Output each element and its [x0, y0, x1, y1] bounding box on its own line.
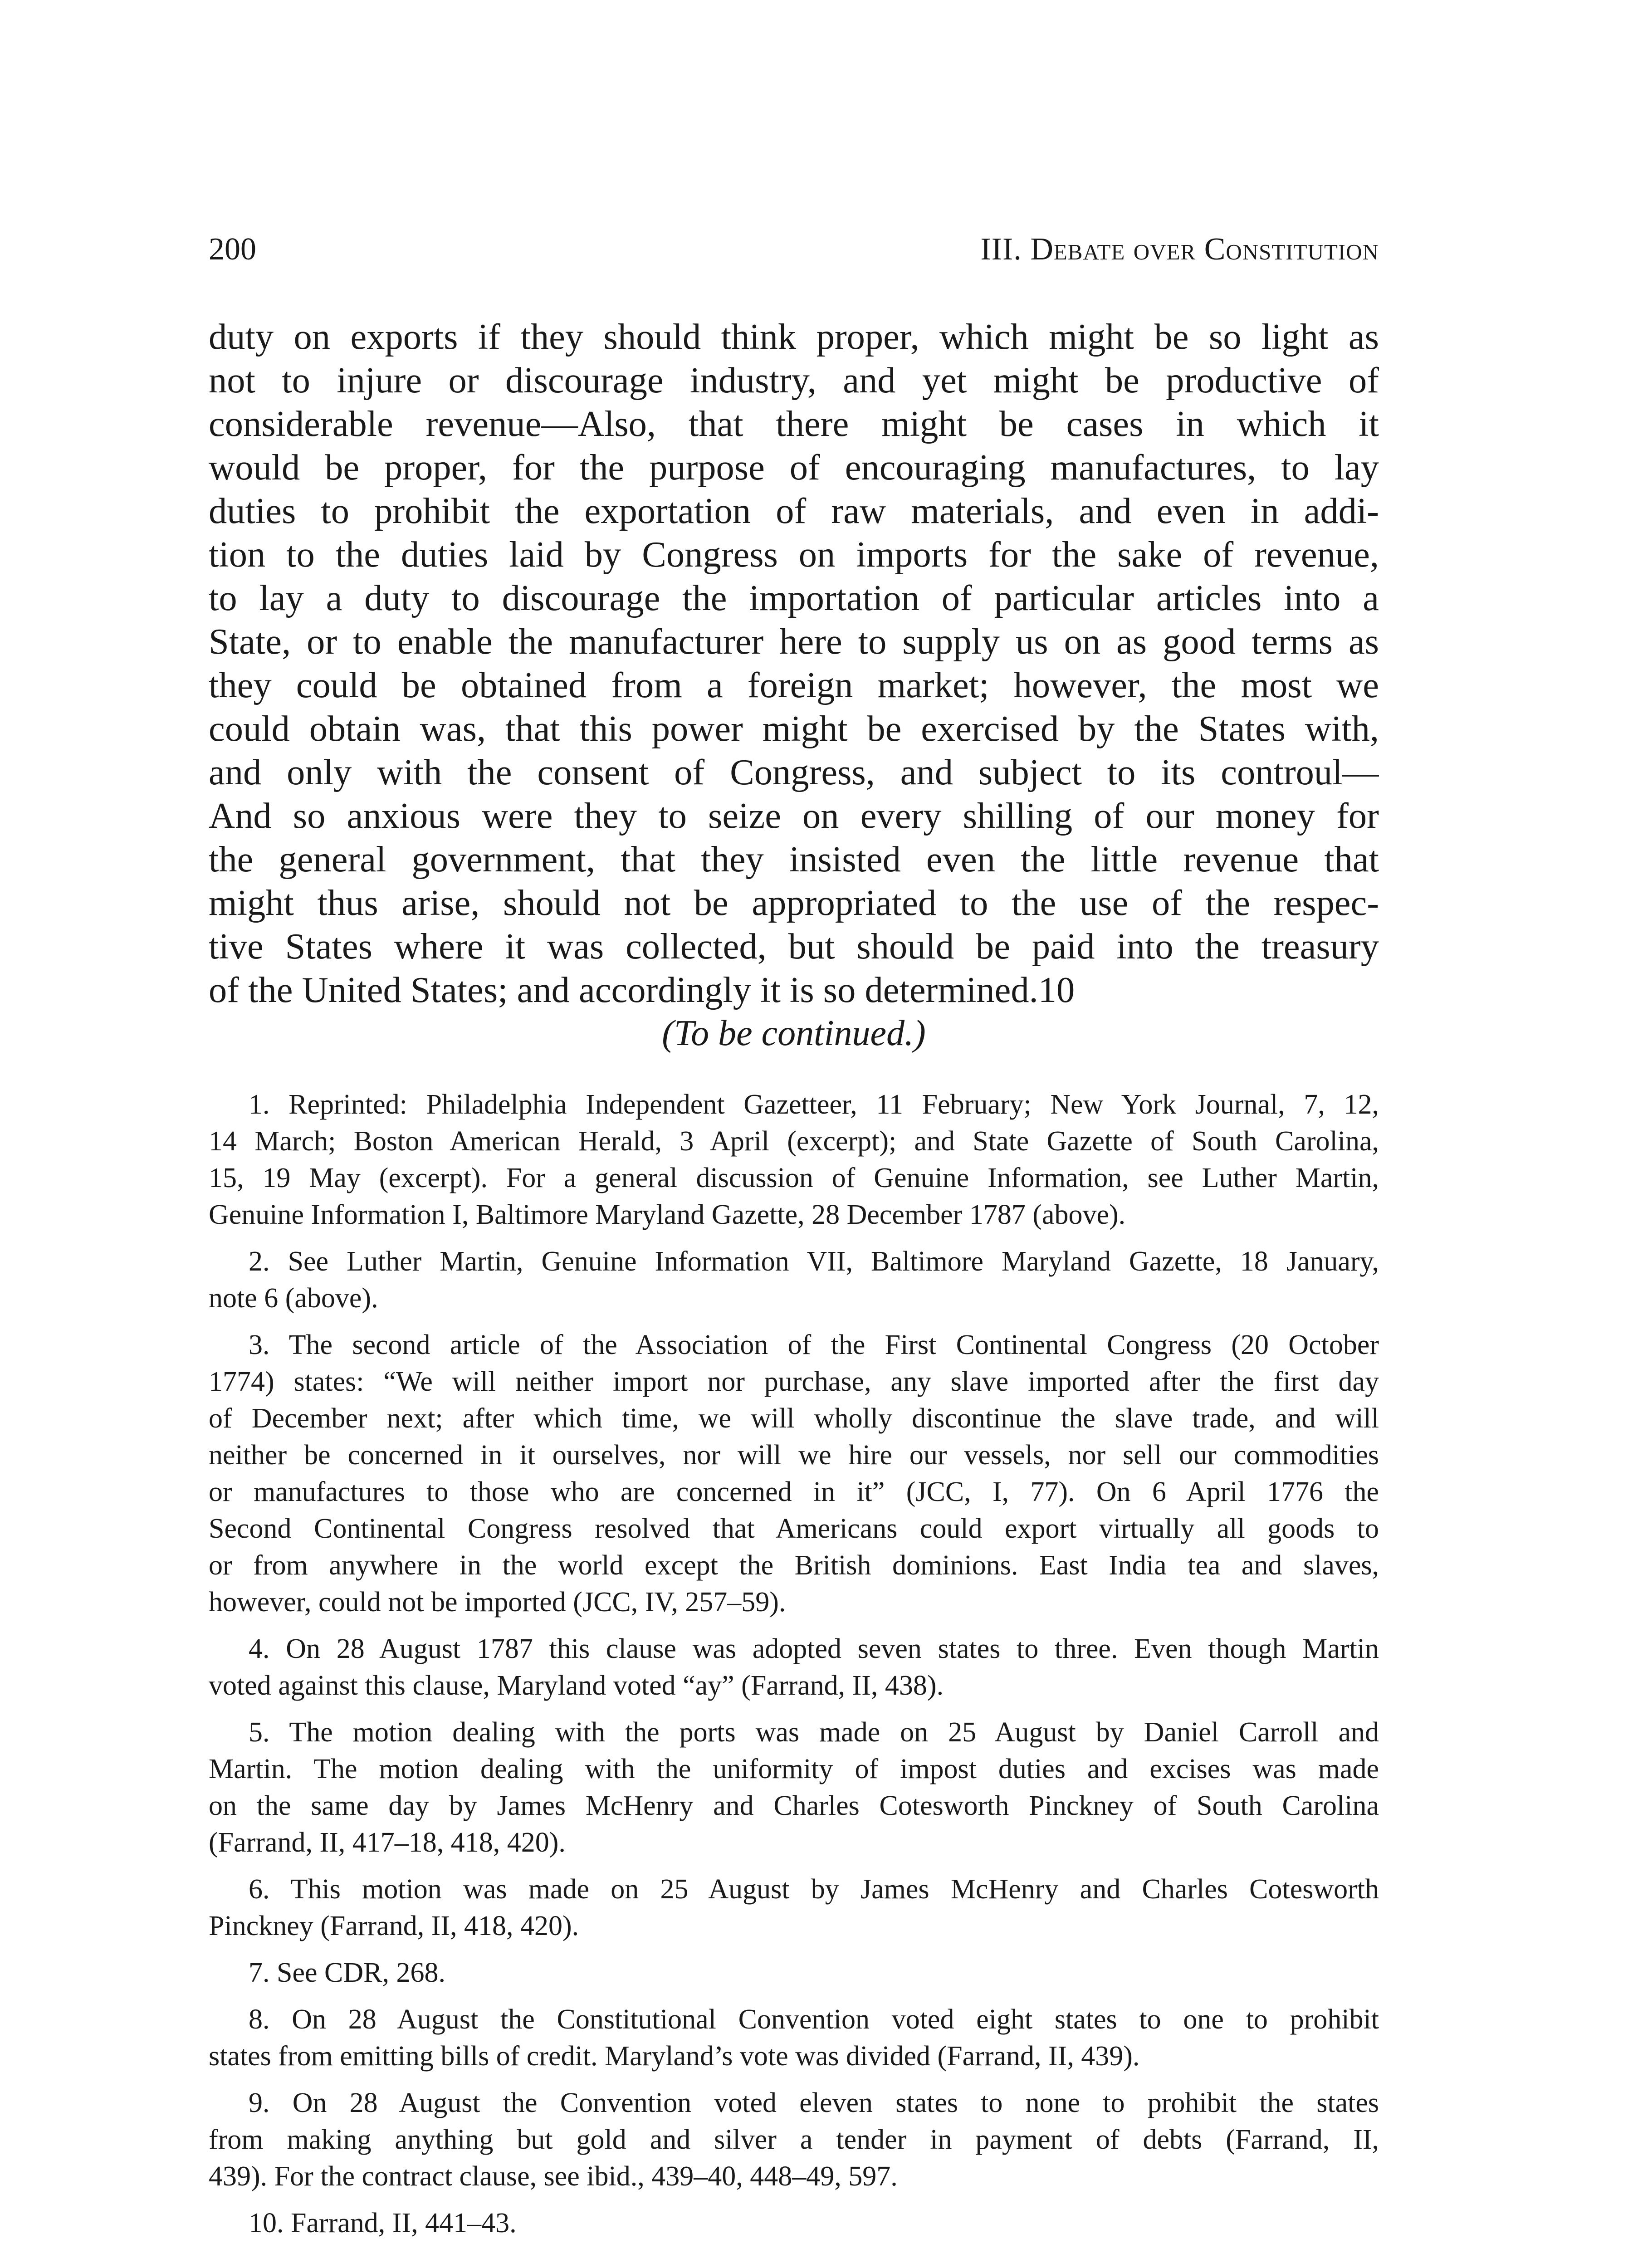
- footnote-line: Martin. The motion dealing with the uniformity of impost duties and excises was made: [209, 1754, 1379, 1784]
- footnote-line: note 6 (above).: [209, 1283, 378, 1314]
- footnote-2: [209, 1243, 1379, 1317]
- body-line: duties to prohibit the exportation of raw materials, and even in addi-: [209, 491, 1379, 531]
- footnote-line: or manufactures to those who are concerned in it” (JCC, I, 77). On 6 April 1776 the: [209, 1476, 1379, 1507]
- footnote-line: 3. The second article of the Association of the First Continental Congress (20 October: [249, 1330, 1379, 1360]
- body-line: they could be obtained from a foreign market; however, the most we: [209, 665, 1379, 705]
- footnote-line: 4. On 28 August 1787 this clause was adopted seven states to three. Even though Martin: [249, 1633, 1379, 1664]
- footnote-line: 2. See Luther Martin, Genuine Information VII, Baltimore Maryland Gazette, 18 January,: [249, 1246, 1379, 1277]
- footnote-line: 6. This motion was made on 25 August by James McHenry and Charles Cotesworth: [249, 1874, 1379, 1905]
- footnote-line: voted against this clause, Maryland voted “ay” (Farrand, II, 438).: [209, 1670, 944, 1701]
- footnote-4: [209, 1631, 1379, 1704]
- body-line: considerable revenue—Also, that there might be cases in which it: [209, 404, 1379, 444]
- footnote-1: [209, 1086, 1379, 1233]
- footnote-line: 1. Reprinted: Philadelphia Independent Gazetteer, 11 February; New York Journal, 7, 12,: [249, 1089, 1379, 1120]
- footnote-line: Pinckney (Farrand, II, 418, 420).: [209, 1911, 579, 1941]
- footnote-line: on the same day by James McHenry and Charles Cotesworth Pinckney of South Carolina: [209, 1790, 1379, 1821]
- footnote-line: 1774) states: “We will neither import nor purchase, any slave imported after the first day: [209, 1366, 1379, 1397]
- footnote-5: [209, 1714, 1379, 1861]
- body-text: [209, 315, 1379, 1012]
- footnote-line: 10. Farrand, II, 441–43.: [249, 2208, 517, 2239]
- footnote-line: (Farrand, II, 417–18, 418, 420).: [209, 1827, 566, 1858]
- page-number: 200: [209, 232, 256, 267]
- footnote-line: states from emitting bills of credit. Maryland’s vote was divided (Farrand, II, 439).: [209, 2041, 1140, 2072]
- footnote-line: 5. The motion dealing with the ports was made on 25 August by Daniel Carroll and: [249, 1717, 1379, 1748]
- body-line: And so anxious were they to seize on every shilling of our money for: [209, 796, 1379, 836]
- footnote-line: Second Continental Congress resolved that Americans could export virtually all goods to: [209, 1513, 1379, 1544]
- footnote-line: 439). For the contract clause, see ibid., 439–40, 448–49, 597.: [209, 2161, 898, 2192]
- body-line: of the United States; and accordingly it is so determined.10: [209, 970, 1075, 1010]
- footnote-line: 8. On 28 August the Constitutional Convention voted eight states to one to prohibit: [249, 2004, 1379, 2035]
- footnote-7: [209, 1955, 1379, 1991]
- continued-note: (To be continued.): [662, 1013, 926, 1053]
- footnote-10: [209, 2205, 1379, 2242]
- footnote-3: [209, 1327, 1379, 1621]
- body-line: the general government, that they insisted even the little revenue that: [209, 839, 1379, 880]
- footnote-line: of December next; after which time, we will wholly discontinue the slave trade, and will: [209, 1403, 1379, 1434]
- body-line: State, or to enable the manufacturer here to supply us on as good terms as: [209, 621, 1379, 662]
- footnote-line: 7. See CDR, 268.: [249, 1957, 445, 1988]
- footnote-6: [209, 1871, 1379, 1945]
- footnote-9: [209, 2085, 1379, 2195]
- body-line: duty on exports if they should think proper, which might be so light as: [209, 317, 1379, 357]
- body-line: might thus arise, should not be appropriated to the use of the respec-: [209, 883, 1379, 923]
- footnote-line: neither be concerned in it ourselves, nor will we hire our vessels, nor sell our commodities: [209, 1440, 1379, 1471]
- footnote-line: or from anywhere in the world except the British dominions. East India tea and slaves,: [209, 1550, 1379, 1581]
- body-line: tion to the duties laid by Congress on imports for the sake of revenue,: [209, 534, 1379, 575]
- footnote-line: Genuine Information I, Baltimore Maryland Gazette, 28 December 1787 (above).: [209, 1199, 1126, 1230]
- body-line: could obtain was, that this power might be exercised by the States with,: [209, 709, 1379, 749]
- footnotes: [209, 1086, 1379, 2252]
- footnote-line: 9. On 28 August the Convention voted eleven states to none to prohibit the states: [249, 2087, 1379, 2118]
- body-line: and only with the consent of Congress, and subject to its controul—: [209, 752, 1379, 792]
- body-line: tive States where it was collected, but should be paid into the treasury: [209, 926, 1379, 967]
- footnote-8: [209, 2001, 1379, 2075]
- running-head: [209, 227, 1379, 272]
- body-line: would be proper, for the purpose of encouraging manufactures, to lay: [209, 447, 1379, 488]
- body-line: to lay a duty to discourage the importation of particular articles into a: [209, 578, 1379, 618]
- section-title: III. Debate over Constitution: [980, 232, 1379, 267]
- footnote-line: 14 March; Boston American Herald, 3 April (excerpt); and State Gazette of South Carolina,: [209, 1126, 1379, 1157]
- footnote-line: 15, 19 May (excerpt). For a general discussion of Genuine Information, see Luther Martin,: [209, 1163, 1379, 1193]
- body-line: not to injure or discourage industry, and yet might be productive of: [209, 360, 1379, 401]
- footnote-line: from making anything but gold and silver a tender in payment of debts (Farrand, II,: [209, 2124, 1379, 2155]
- footnote-line: however, could not be imported (JCC, IV, 257–59).: [209, 1587, 786, 1618]
